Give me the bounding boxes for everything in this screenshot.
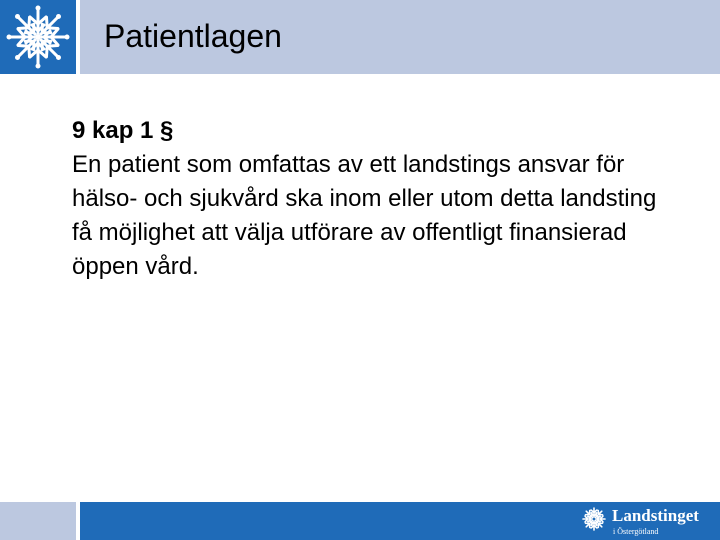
footer-org-name: Landstinget <box>612 506 699 525</box>
law-paragraph: En patient som omfattas av ett landstings ansvar för hälso- och sjukvård ska inom eller utom detta landsting få möjlighet att välja utförare av offentligt finansierad öppen vård. <box>72 151 657 280</box>
header-logo-box <box>0 0 76 74</box>
footer-snowflake-icon <box>580 505 608 533</box>
footer-org-subtitle: i Östergötland <box>613 527 659 536</box>
snowflake-logo-icon <box>0 0 76 74</box>
page-title: Patientlagen <box>104 18 282 54</box>
footer-left-block <box>0 502 76 540</box>
body-text <box>72 114 672 284</box>
section-heading: 9 kap 1 § <box>72 117 174 144</box>
